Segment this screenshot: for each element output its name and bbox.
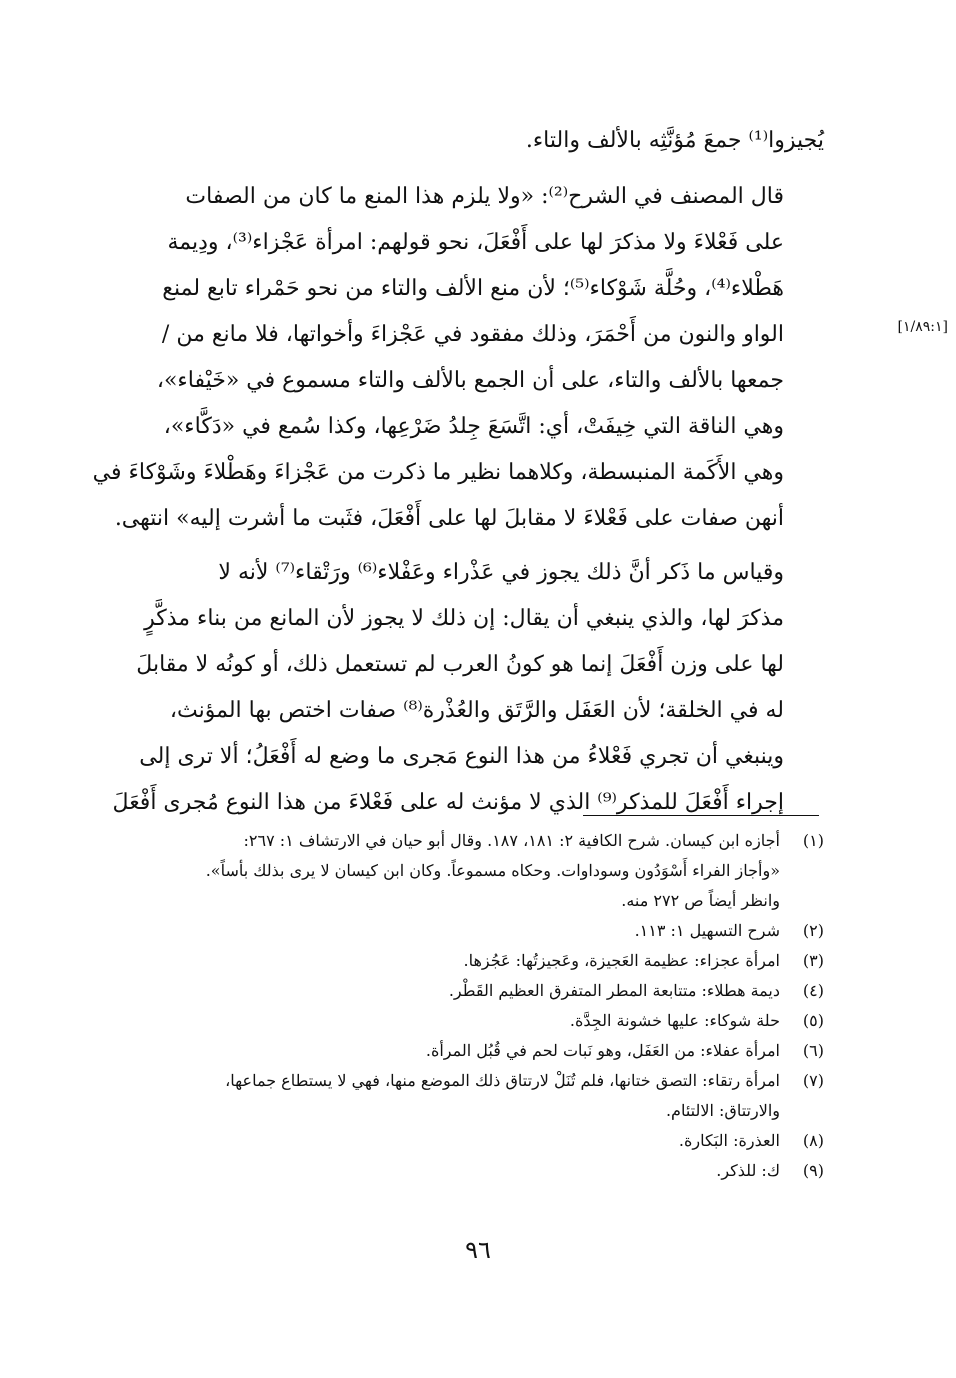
paragraph-1 <box>112 118 824 164</box>
footnote-7 <box>112 1066 824 1126</box>
text-line: لها على وزن أَفْعَلَ إنما هو كونُ العرب لم تستعمل ذلك، أو كونُه لا مقابلَ <box>136 652 784 677</box>
text-line: مذكرَ لها، والذي ينبغي أن يقال: إن ذلك لا يجوز لأن المانع من بناء مذكَّرٍ <box>144 606 784 631</box>
text-line: على فَعْلاءَ ولا مذكرَ لها على أَفْعَلَ، نحو قولهم: امرأة عَجْزاء⁽³⁾، ودِيمة <box>167 230 784 255</box>
footnote-4 <box>112 976 824 1006</box>
text-line: وقياس ما ذَكر أنَّ ذلك يجوز في عَذْراء وعَفْلاء⁽⁶⁾ ورَتْقاء⁽⁷⁾ لأنه لا <box>218 560 784 585</box>
footnote-text <box>112 1126 780 1156</box>
footnote-separator <box>583 815 819 816</box>
footnote-number: (٣) <box>802 951 824 970</box>
footnote-number: (٥) <box>802 1011 824 1030</box>
footnote-line: امرأة رتقاء: التصق ختانها، فلم تُنَلْ لارتتاق ذلك الموضع منها، فهي لا يستطاع جماعها، <box>225 1071 780 1090</box>
text-line: له في الخلقة؛ لأن العَفَل والرَّتَق والعُذْرة⁽⁸⁾ صفات اختص بها المؤنث، <box>169 698 784 723</box>
footnote-text <box>112 1036 780 1066</box>
footnotes <box>112 826 824 1186</box>
footnote-line: امرأة عجزاء: عظيمة العَجيزة، وعَجيزتُها: عَجُزها. <box>463 951 780 970</box>
page-number: ٩٦ <box>465 1236 491 1264</box>
text-line: أنهن صفات على فَعْلاءَ لا مقابلَ لها على أَفْعَلَ، فثَبت ما أشرت إليه» انتهى. <box>114 506 784 531</box>
text-line: وهي الناقة التي خِيفَتْ، أي: اتَّسَعَ جِلدُ ضَرْعِها، وكذا سُمع في «دَكَّاء»، <box>163 414 784 439</box>
text-line: إجراء أَفْعَلَ للمذكر⁽⁹⁾ الذي لا مؤنث له على فَعْلاءَ من هذا النوع مُجرى أَفْعَلَ <box>112 790 784 815</box>
text-line: وينبغي أن تجري فَعْلاءُ من هذا النوع مَجرى ما وضع له أَفْعَلُ؛ ألا ترى إلى <box>139 744 784 769</box>
footnote-text <box>112 826 780 916</box>
footnote-text <box>112 946 780 976</box>
footnote-2 <box>112 916 824 946</box>
footnote-line: والارتتاق: الالتئام. <box>665 1101 780 1120</box>
text-line: جمعها بالألف والتاء، على أن الجمع بالألف والتاء مسموع في «خَيْفاء»، <box>156 368 784 393</box>
footnote-9 <box>112 1156 824 1186</box>
footnote-line: امرأة عفلاء: من العَفَل، وهو نَبات لحم في قُبُل المرأة. <box>425 1041 780 1060</box>
text-line: الواو والنون من أَحْمَرَ، وذلك مفقود في عَجْزاءَ وأخواتها، فلا مانع من / <box>161 322 784 347</box>
footnote-text <box>112 916 780 946</box>
footnote-line: أجازه ابن كيسان. شرح الكافية ٢: ١٨١، ١٨٧. وقال أبو حيان في الارتشاف ١: ٢٦٧: <box>243 831 780 850</box>
footnote-number: (٧) <box>802 1071 824 1090</box>
footnote-line: ك: للذكر. <box>716 1161 780 1180</box>
footnote-line: «وأجاز الفراء أَسْوَدُون وسوداوات. وحكاه مسموعاً. وكان ابن كيسان لا يرى بذلك بأساً». <box>205 861 780 880</box>
footnote-line: شرح التسهيل ١: ١١٣. <box>634 921 780 940</box>
footnote-8 <box>112 1126 824 1156</box>
footnote-5 <box>112 1006 824 1036</box>
footnote-text <box>112 1156 780 1186</box>
footnote-number: (٤) <box>802 981 824 1000</box>
footnote-text <box>112 1066 780 1126</box>
footnote-3 <box>112 946 824 976</box>
footnote-number: (٢) <box>802 921 824 940</box>
footnote-1 <box>112 826 824 916</box>
footnote-line: وانظر أيضاً ص ٢٧٢ منه. <box>621 891 780 910</box>
footnote-line: حلة شوكاء: عليها خشونة الجِدَّة. <box>569 1011 780 1030</box>
text-line: وهي الأَكَمة المنبسطة، وكلاهما نظير ما ذكرت من عَجْزاءَ وهَطْلاءَ وشَوْكاءَ في <box>92 460 784 485</box>
footnote-line: العذرة: البَكارة. <box>678 1131 780 1150</box>
footnote-number: (٦) <box>802 1041 824 1060</box>
footnote-line: ديمة هطلاء: متتابعة المطر المتفرق العظيم القَطْر. <box>448 981 780 1000</box>
footnote-number: (١) <box>802 831 824 850</box>
margin-reference: [١/٨٩:١] <box>897 319 948 335</box>
footnote-text <box>112 1006 780 1036</box>
paragraph-2 <box>92 174 824 542</box>
footnote-6 <box>112 1036 824 1066</box>
text-line: قال المصنف في الشرح⁽²⁾: «ولا يلزم هذا المنع ما كان من الصفات <box>185 184 784 209</box>
paragraph-3 <box>112 550 824 826</box>
main-text <box>92 118 824 826</box>
footnote-number: (٩) <box>802 1161 824 1180</box>
footnote-text <box>112 976 780 1006</box>
text-line: هَطْلاء⁽⁴⁾، وحُلَّة شَوْكاء⁽⁵⁾؛ لأن منع الألف والتاء من نحو حَمْراء تابع لمنع <box>162 276 784 301</box>
footnote-number: (٨) <box>802 1131 824 1150</box>
text-line: يُجيزوا⁽¹⁾ جمعَ مُؤنَّثِه بالألف والتاء. <box>525 128 824 153</box>
